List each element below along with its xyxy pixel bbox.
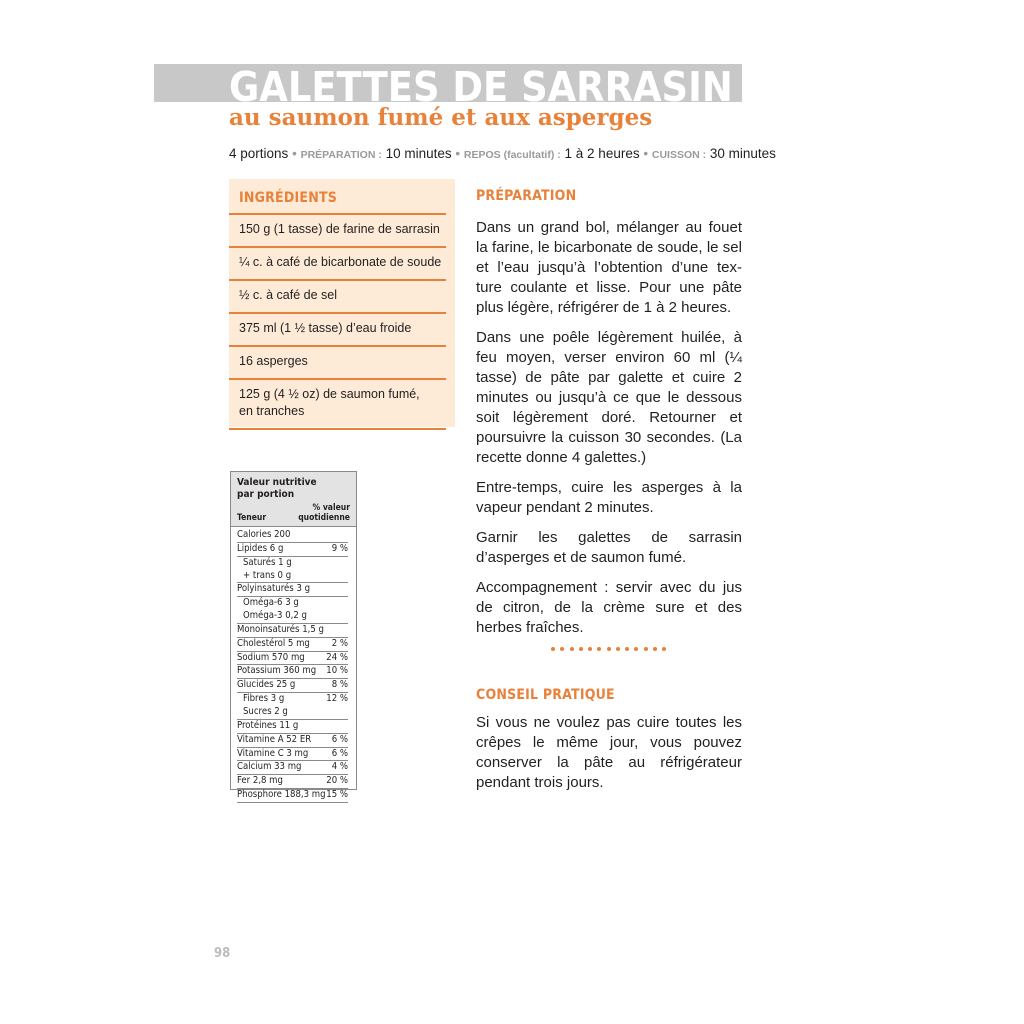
ingredient-item: 150 g (1 tasse) de farine de sarrasin	[229, 213, 446, 246]
nutrient-label: Calories 200	[237, 529, 291, 540]
nutrition-row	[237, 789, 348, 803]
nutrient-label: Fer 2,8 mg	[237, 775, 283, 787]
ingredient-item: ¼ c. à café de bicarbonate de soude	[229, 246, 446, 279]
nutrition-row	[237, 720, 348, 734]
tip-text: Si vous ne voulez pas cuire toutes les crêpes le même jour, vous pouvez conserver la pâte au réfrigérateur pendant trois jours.	[476, 714, 742, 791]
nutrient-label: Polyinsaturés 3 g	[237, 583, 311, 595]
nutrition-title: Valeur nutritive par portion	[237, 477, 317, 500]
preparation-paragraph: Dans une poêle légèrement huilée, à feu moyen, verser environ 60 ml (¼ tasse) de pâte par galette et cuire 2 minutes ou jusqu’à ce que le dessous soit légèrement doré. Retourner et poursuivre la cuisson 30 secondes. (La recette donne 4 galettes.)	[476, 329, 742, 466]
tip-text-box	[476, 713, 742, 793]
nutrition-row	[237, 665, 348, 679]
nutrient-daily-value: 24 %	[326, 651, 348, 663]
cook-time-value: 30 minutes	[709, 146, 776, 161]
nutrient-daily-value: 12 %	[326, 693, 348, 705]
nutrition-row	[237, 775, 348, 789]
rest-time-label: REPOS (facultatif) :	[463, 149, 561, 161]
nutrient-label: Calcium 33 mg	[237, 761, 302, 773]
nutrient-daily-value: 20 %	[326, 775, 348, 787]
nutrient-label: Vitamine A 52 ER	[237, 733, 312, 745]
nutrient-label: Potassium 360 mg	[237, 665, 317, 677]
prep-time-value: 10 minutes	[385, 146, 452, 161]
ingredient-item: ½ c. à café de sel	[229, 279, 446, 312]
preparation-text	[476, 218, 742, 648]
nutrition-row	[237, 583, 348, 597]
dotted-divider	[551, 647, 666, 655]
ingredient-item: 375 ml (1 ½ tasse) d’eau froide	[229, 312, 446, 345]
nutrition-row	[237, 557, 348, 570]
nutrition-row	[237, 638, 348, 652]
ingredients-box	[229, 179, 455, 427]
nutrient-daily-value: 4 %	[331, 761, 348, 773]
nutrition-row	[237, 706, 348, 720]
nutrition-row	[237, 761, 348, 775]
nutrition-facts-table	[230, 471, 357, 801]
preparation-heading: PRÉPARATION	[476, 188, 577, 204]
nutrient-daily-value: 9 %	[331, 542, 348, 554]
nutrition-row	[237, 570, 348, 584]
page-number: 98	[214, 946, 231, 961]
nutrient-daily-value: 2 %	[331, 637, 348, 649]
nutrient-label: Phosphore 188,3 mg	[237, 789, 326, 801]
nutrition-rows	[231, 527, 356, 803]
nutrient-daily-value: 8 %	[331, 679, 348, 691]
nutrition-header	[231, 472, 356, 527]
nutrient-label: Vitamine C 3 mg	[237, 747, 309, 759]
nutrient-label: Saturés 1 g	[243, 556, 292, 568]
nutrient-label: Fibres 3 g	[243, 693, 285, 705]
ingredient-item: 125 g (4 ½ oz) de saumon fumé, en tranches	[229, 378, 446, 430]
prep-time-label: PRÉPARATION :	[300, 149, 382, 161]
nutrition-row	[237, 734, 348, 748]
bullet-separator: •	[292, 146, 297, 161]
nutrient-daily-value: 15 %	[326, 789, 348, 801]
preparation-paragraph: Dans un grand bol, mélanger au fouet la farine, le bicarbonate de soude, le sel et l’eau jusqu’à l’obtention d’une tex-ture coulante et lisse. Pour une pâte plus légère, réfrigérer de 1 à 2 heures.	[476, 219, 742, 316]
nutrition-col-teneur: Teneur	[237, 513, 267, 523]
nutrient-label: Sodium 570 mg	[237, 651, 305, 663]
nutrition-row	[237, 624, 348, 638]
preparation-paragraph: Accompagnement : servir avec du jus de citron, de la crème sure et des herbes fraîches.	[476, 579, 742, 636]
nutrition-row	[237, 597, 348, 610]
nutrient-daily-value: 6 %	[331, 733, 348, 745]
portions: 4 portions	[229, 146, 289, 161]
nutrition-row	[237, 652, 348, 666]
nutrient-label: Protéines 11 g	[237, 719, 299, 731]
ingredients-heading: INGRÉDIENTS	[239, 190, 338, 206]
tip-heading: CONSEIL PRATIQUE	[476, 687, 615, 703]
nutrient-label: Monoinsaturés 1,5 g	[237, 623, 324, 635]
recipe-meta	[229, 145, 776, 164]
nutrition-col-daily-value: % valeur quotidienne	[298, 503, 350, 523]
nutrition-row	[237, 748, 348, 762]
nutrition-row	[237, 610, 348, 624]
bullet-separator: •	[455, 146, 461, 161]
cook-time-label: CUISSON :	[651, 149, 707, 161]
nutrition-row	[237, 529, 348, 543]
nutrition-row	[237, 679, 348, 693]
nutrient-label: Cholestérol 5 mg	[237, 637, 310, 649]
recipe-subtitle: au saumon fumé et aux asperges	[229, 104, 653, 131]
bullet-separator: •	[643, 146, 649, 161]
nutrient-label: + trans 0 g	[243, 569, 292, 581]
preparation-paragraph: Garnir les galettes de sarrasin d’asperges et de saumon fumé.	[476, 529, 742, 566]
nutrient-label: Sucres 2 g	[243, 705, 288, 717]
nutrient-label: Lipides 6 g	[237, 542, 284, 554]
preparation-paragraph: Entre-temps, cuire les asperges à la vapeur pendant 2 minutes.	[476, 479, 742, 516]
nutrient-daily-value: 6 %	[331, 747, 348, 759]
nutrient-label: Oméga-3 0,2 g	[243, 610, 307, 622]
nutrient-daily-value: 10 %	[326, 665, 348, 677]
ingredients-list	[229, 213, 446, 430]
nutrition-row	[237, 543, 348, 557]
nutrition-row	[237, 693, 348, 706]
ingredient-item: 16 asperges	[229, 345, 446, 378]
nutrient-label: Oméga-6 3 g	[243, 597, 299, 609]
nutrient-label: Glucides 25 g	[237, 679, 296, 691]
recipe-title: GALETTES DE SARRASIN	[229, 63, 733, 110]
rest-time-value: 1 à 2 heures	[564, 146, 640, 161]
